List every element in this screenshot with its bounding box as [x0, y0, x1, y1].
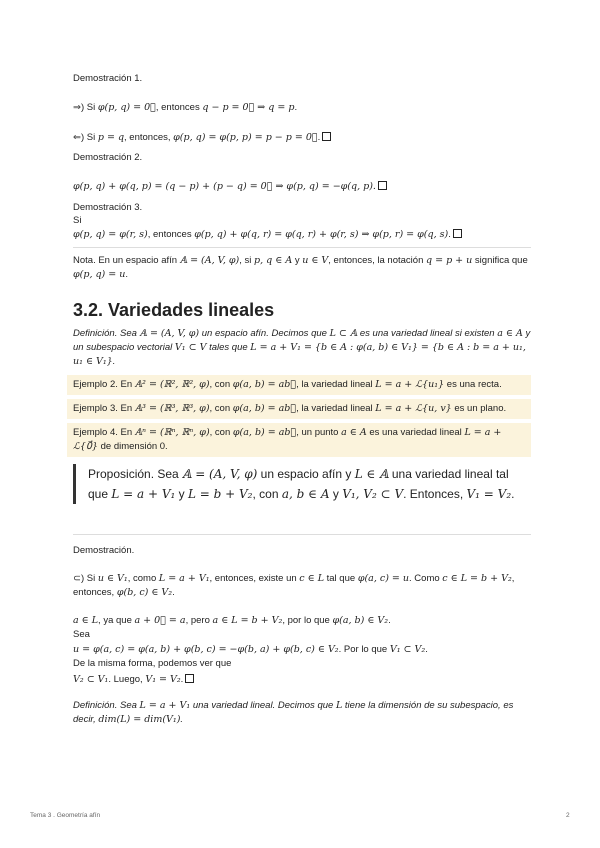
- ej3-m1: 𝔸³ = (ℝ³, ℝ³, φ): [134, 403, 210, 414]
- def1-p3: es una variedad lineal si existen: [357, 328, 498, 339]
- prop-m4: L = b + V₂: [188, 487, 253, 501]
- ej4-m3: a ∈ A: [341, 427, 367, 438]
- def1-m1: 𝔸 = (A, V, φ): [139, 328, 200, 339]
- nota-p5: significa que: [472, 255, 528, 266]
- ej4-m2: φ(a, b) = ab⃗: [232, 427, 297, 438]
- demo4-line-2: [73, 614, 531, 628]
- demo4-l1-p5: . Como: [409, 573, 443, 584]
- nota-m4: q = p + u: [426, 255, 473, 266]
- demo4-l3-p1: . Por lo que: [338, 644, 390, 655]
- def1-m2: L ⊂ 𝔸: [329, 328, 358, 339]
- ej4-p1: Ejemplo 4. En: [73, 427, 135, 438]
- page-number: 2: [566, 812, 570, 819]
- def2-m3: dim(L) = dim(V₁): [98, 714, 181, 725]
- qed-square-icon: [185, 674, 194, 683]
- def1-p6: .: [112, 356, 116, 367]
- demo4-l2-m4: φ(a, b) ∈ V₂: [332, 615, 389, 626]
- def1-p1: Definición. Sea: [73, 328, 140, 339]
- def1-m3: a ∈ A: [497, 328, 523, 339]
- example-4-box: [67, 423, 531, 457]
- nota-p3: y: [292, 255, 303, 266]
- demo3-si: Si: [73, 215, 82, 226]
- demo1-b-pre: ⇐) Si: [73, 132, 98, 143]
- ej4-p2: , con: [209, 427, 233, 438]
- def1-p5: tales que: [206, 342, 251, 353]
- def2-p2: una variedad lineal. Decimos que: [190, 700, 336, 711]
- prop-p5: , con: [252, 487, 282, 501]
- demo1-line-a: [73, 101, 531, 115]
- demo4-l5-p2: .: [180, 674, 184, 685]
- demo4-l1-m2: L = a + V₁: [158, 573, 210, 584]
- demo2-formula-line: [73, 180, 531, 194]
- proposition-block: [73, 464, 531, 504]
- def1-p2: un espacio afín. Decimos que: [199, 328, 330, 339]
- def2-m1: L = a + V₁: [139, 700, 191, 711]
- demo4-l1-m4: φ(a, c) = u: [357, 573, 410, 584]
- demo1-b-m1: p = q: [97, 132, 125, 143]
- demo4-l1-p1: ⊂) Si: [73, 573, 98, 584]
- demo1-b-m2: φ(p, q) = φ(p, p) = p − p = 0⃗: [173, 132, 318, 143]
- ej3-m2: φ(a, b) = ab⃗: [232, 403, 297, 414]
- demo4-line-3: [73, 643, 531, 657]
- ej4-m4: L = a + ℒ{0⃗}: [73, 427, 502, 452]
- demo2-label: Demostración 2.: [73, 152, 143, 163]
- demo1-a-m2: q − p = 0⃗ ⇒ q = p: [202, 102, 295, 113]
- ej3-p1: Ejemplo 3. En: [73, 403, 135, 414]
- ej4-p4: es una variedad lineal: [366, 427, 465, 438]
- ej2-m1: 𝔸² = (ℝ², ℝ², φ): [134, 379, 210, 390]
- demo3-end: .: [448, 229, 451, 240]
- demo4-l1-p2: , como: [127, 573, 159, 584]
- nota-p2: , si: [239, 255, 255, 266]
- def2-p3: tiene la dimensión de su subespacio, es decir,: [73, 700, 514, 725]
- demo1-a-m1: φ(p, q) = 0⃗: [97, 102, 156, 113]
- footer-title: Tema 3 . Geometría afín: [30, 812, 101, 819]
- prop-m6: V₁, V₂ ⊂ V: [342, 487, 404, 501]
- demo2-formula: φ(p, q) + φ(q, p) = (q − p) + (p − q) = 0⃗ ⇒ φ(p, q) = −φ(q, p).: [73, 181, 376, 192]
- def1-m5: L = a + V₁ = {b ∈ A : φ(a, b) ∈ V₁} = {b ∈ A : b = a + u₁, u₁ ∈ V₁}: [73, 342, 526, 367]
- prop-p3: una variedad lineal tal que: [88, 467, 509, 501]
- ej3-p4: es un plano.: [451, 403, 507, 414]
- nota-p1: Nota. En un espacio afín: [73, 255, 180, 266]
- nota-m2: p, q ∈ A: [254, 255, 293, 266]
- demo4-l2-m1: a ∈ L: [73, 615, 99, 626]
- demo3-m2: φ(p, q) + φ(q, r) = φ(q, r) + φ(r, s) ⇒ φ(p, r) = φ(q, s): [194, 229, 449, 240]
- demo1-b-end: .: [317, 132, 321, 143]
- prop-m2: L ∈ 𝔸: [354, 467, 389, 481]
- demo4-line-5: [73, 673, 531, 687]
- prop-p4: y: [175, 487, 188, 501]
- demo4-l1-m3: c ∈ L: [299, 573, 324, 584]
- divider: [73, 534, 531, 535]
- demo4-label: Demostración.: [73, 545, 135, 556]
- demo1-b-mid: , entonces,: [124, 132, 174, 143]
- definition-paragraph: [73, 327, 531, 369]
- demo4-l5-p1: . Luego,: [108, 674, 146, 685]
- prop-m3: L = a + V₁: [111, 487, 176, 501]
- qed-square-icon: [322, 132, 331, 141]
- nota-paragraph: [73, 254, 531, 282]
- demo4-l2-p2: , pero: [185, 615, 213, 626]
- demo3-label: Demostración 3.: [73, 202, 143, 213]
- ej2-p3: , la variedad lineal: [296, 379, 376, 390]
- demo4-l2-p3: , por lo que: [282, 615, 333, 626]
- nota-p4: , entonces, la notación: [328, 255, 426, 266]
- demo3-line: [73, 228, 531, 242]
- nota-m5: φ(p, q) = u: [73, 269, 126, 280]
- ej3-p3: , la variedad lineal: [296, 403, 376, 414]
- demo1-a-mid: , entonces: [155, 102, 203, 113]
- demo4-l2-m2: a + 0⃗ = a: [134, 615, 186, 626]
- ej2-m3: L = a + ℒ{u₁}: [375, 379, 445, 390]
- divider: [73, 247, 531, 248]
- definition-dimension: [73, 699, 531, 727]
- ej3-p2: , con: [209, 403, 233, 414]
- example-3-box: [67, 399, 531, 419]
- prop-m7: V₁ = V₂: [466, 487, 512, 501]
- demo4-l3-m2: V₁ ⊂ V₂: [389, 644, 426, 655]
- demo4-l1-m6: φ(b, c) ∈ V₂: [116, 587, 173, 598]
- demo4-l1-m1: u ∈ V₁: [97, 573, 128, 584]
- demo4-l2-p1: , ya que: [98, 615, 135, 626]
- ej2-m2: φ(a, b) = ab⃗: [232, 379, 297, 390]
- prop-m1: 𝔸 = (A, V, φ): [182, 467, 258, 481]
- demo1-a-end: .: [294, 102, 298, 113]
- nota-m3: u ∈ V: [302, 255, 329, 266]
- ej2-p4: es una recta.: [444, 379, 502, 390]
- demo4-l3-p2: .: [425, 644, 428, 655]
- ej4-p5: de dimensión 0.: [97, 441, 168, 452]
- section-heading: 3.2. Variedades lineales: [73, 300, 275, 320]
- demo4-l2-p4: .: [388, 615, 391, 626]
- demo1-line-b: [73, 131, 531, 145]
- ej2-p2: , con: [209, 379, 233, 390]
- prop-p7: . Entonces,: [403, 487, 467, 501]
- demo4-l3-m1: u = φ(a, c) = φ(a, b) + φ(b, c) = −φ(b, a) + φ(b, c) ∈ V₂: [73, 644, 339, 655]
- demo3-m1: φ(p, q) = φ(r, s): [73, 229, 148, 240]
- nota-m1: 𝔸 = (A, V, φ): [179, 255, 240, 266]
- demo4-line-4: De la misma forma, podemos ver que: [73, 658, 232, 669]
- demo4-sea: Sea: [73, 629, 90, 640]
- demo4-line-1: [73, 572, 531, 600]
- def2-p1: Definición. Sea: [73, 700, 140, 711]
- example-2-box: [67, 375, 531, 395]
- def1-m4: V₁ ⊂ V: [174, 342, 207, 353]
- nota-p6: .: [125, 269, 129, 280]
- demo4-l5-m1: V₂ ⊂ V₁: [73, 674, 109, 685]
- demo1-label: Demostración 1.: [73, 73, 143, 84]
- def1-p4: y un subespacio vectorial: [73, 328, 531, 353]
- prop-p6: y: [329, 487, 343, 501]
- demo4-l1-m5: c ∈ L = b + V₂: [442, 573, 512, 584]
- qed-square-icon: [453, 229, 462, 238]
- demo3-mid: , entonces: [147, 229, 195, 240]
- def2-p4: .: [180, 714, 184, 725]
- demo1-a-pre: ⇒) Si: [73, 102, 98, 113]
- demo4-l2-m3: a ∈ L = b + V₂: [212, 615, 283, 626]
- demo4-l1-p7: .: [172, 587, 175, 598]
- def2-m2: L: [335, 700, 343, 711]
- ej4-m1: 𝔸ⁿ = (ℝⁿ, ℝⁿ, φ): [134, 427, 210, 438]
- prop-p1: Proposición. Sea: [88, 467, 183, 481]
- demo4-l1-p3: , entonces, existe un: [209, 573, 300, 584]
- ej3-m3: L = a + ℒ{u, v}: [375, 403, 452, 414]
- prop-m5: a, b ∈ A: [281, 487, 330, 501]
- demo4-l1-p4: tal que: [324, 573, 358, 584]
- prop-p8: .: [511, 487, 515, 501]
- prop-p2: un espacio afín y: [257, 467, 355, 481]
- qed-square-icon: [378, 181, 387, 190]
- ej2-p1: Ejemplo 2. En: [73, 379, 135, 390]
- demo4-l5-m2: V₁ = V₂: [145, 674, 181, 685]
- ej4-p3: , un punto: [296, 427, 342, 438]
- demo4-l1-p6: , entonces,: [73, 573, 515, 598]
